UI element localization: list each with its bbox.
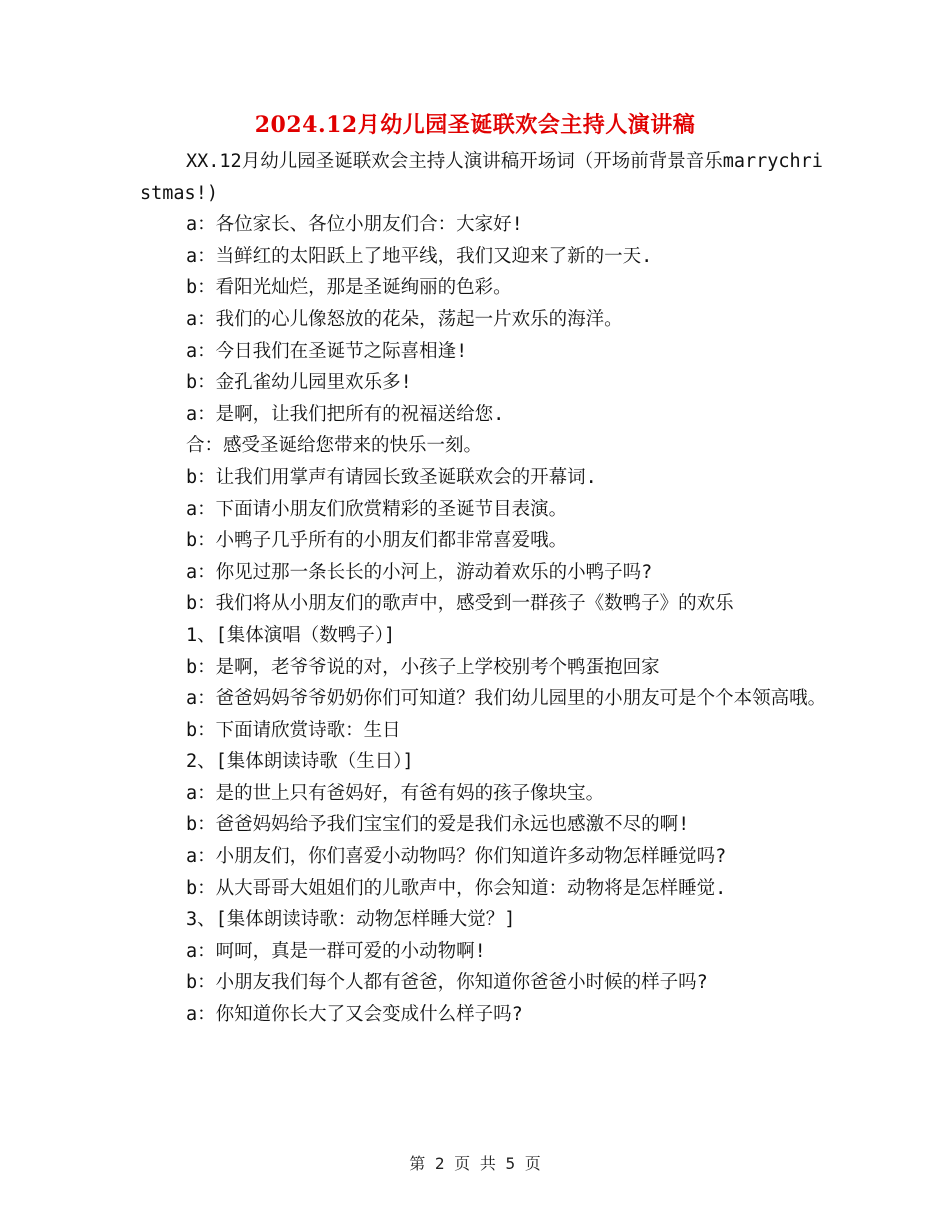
paragraph: a：呵呵，真是一群可爱的小动物啊! — [186, 940, 486, 962]
paragraph: a：你知道你长大了又会变成什么样子吗? — [186, 1004, 523, 1026]
paragraph: b：下面请欣赏诗歌：生日 — [186, 719, 401, 741]
paragraph: a：是的世上只有爸妈好，有爸有妈的孩子像块宝。 — [186, 782, 605, 804]
paragraph: a：小朋友们，你们喜爱小动物吗？你们知道许多动物怎样睡觉吗? — [186, 846, 727, 868]
paragraph: 合：感受圣诞给您带来的快乐一刻。 — [186, 435, 483, 457]
paragraph: 3、[集体朗读诗歌：动物怎样睡大觉？] — [186, 909, 516, 931]
document-body — [140, 146, 830, 1031]
paragraph: b：从大哥哥大姐姐们的儿歌声中，你会知道：动物将是怎样睡觉. — [186, 877, 727, 899]
page-number-footer: 第 2 页 共 5 页 — [409, 1154, 541, 1173]
paragraph: a：我们的心儿像怒放的花朵，荡起一片欢乐的海洋。 — [186, 308, 623, 330]
paragraph: XX.12月幼儿园圣诞联欢会主持人演讲稿开场词（开场前背景音乐marrychristmas!) — [140, 151, 823, 204]
paragraph: a：下面请小朋友们欣赏精彩的圣诞节目表演。 — [186, 498, 568, 520]
paragraph: a：爸爸妈妈爷爷奶奶你们可知道？我们幼儿园里的小朋友可是个个本领高哦。 — [186, 688, 827, 710]
paragraph: b：是啊，老爷爷说的对，小孩子上学校别考个鸭蛋抱回家 — [186, 656, 660, 678]
paragraph: b：小鸭子几乎所有的小朋友们都非常喜爱哦。 — [186, 530, 568, 552]
paragraph: b：金孔雀幼儿园里欢乐多! — [186, 372, 412, 394]
paragraph: b：小朋友我们每个人都有爸爸，你知道你爸爸小时候的样子吗? — [186, 972, 708, 994]
paragraph: a：今日我们在圣诞节之际喜相逢! — [186, 340, 468, 362]
paragraph: a：是啊，让我们把所有的祝福送给您. — [186, 403, 505, 425]
paragraph: b：让我们用掌声有请园长致圣诞联欢会的开幕词. — [186, 466, 597, 488]
paragraph: a：各位家长、各位小朋友们合：大家好! — [186, 214, 523, 236]
paragraph: 2、[集体朗读诗歌（生日）] — [186, 751, 414, 773]
paragraph: b：看阳光灿烂，那是圣诞绚丽的色彩。 — [186, 277, 512, 299]
paragraph: b：我们将从小朋友们的歌声中，感受到一群孩子《数鸭子》的欢乐 — [186, 593, 734, 615]
document-title: 2024.12月幼儿园圣诞联欢会主持人演讲稿 — [254, 112, 696, 138]
paragraph: 1、[集体演唱（数鸭子）] — [186, 624, 396, 646]
paragraph: b：爸爸妈妈给予我们宝宝们的爱是我们永远也感激不尽的啊! — [186, 814, 690, 836]
paragraph: a：你见过那一条长长的小河上，游动着欢乐的小鸭子吗? — [186, 561, 653, 583]
paragraph: a：当鲜红的太阳跃上了地平线，我们又迎来了新的一天. — [186, 245, 653, 267]
